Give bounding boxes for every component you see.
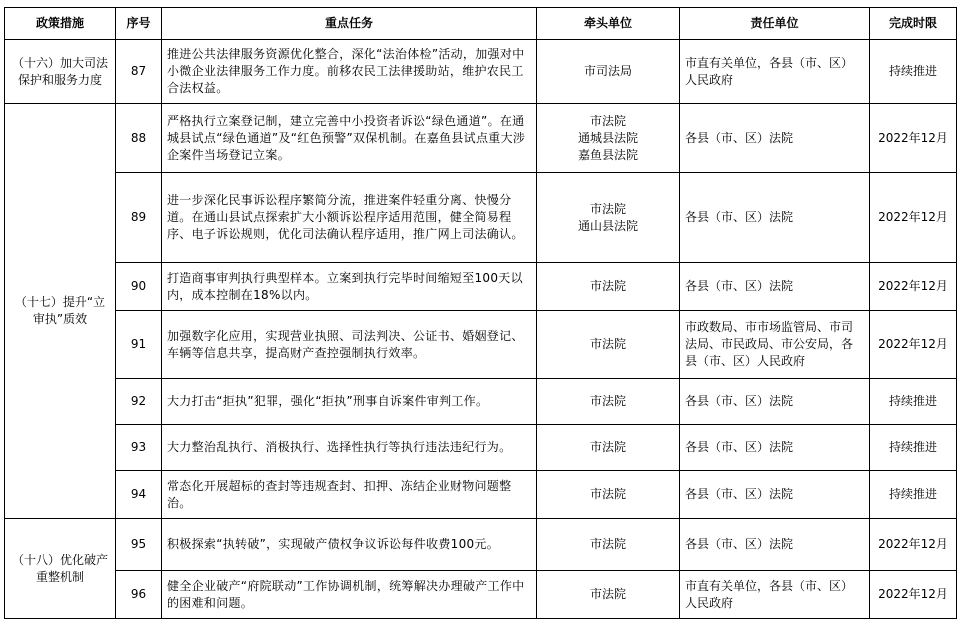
task-cell: 严格执行立案登记制，建立完善中小投资者诉讼“绿色通道”。在通城县试点“绿色通道”及“红色预警”双保机制。在嘉鱼县试点重大涉企案件当场登记立案。 (162, 104, 537, 173)
lead-unit-cell (537, 173, 680, 263)
lead-unit: 市法院 (589, 440, 626, 454)
deadline-cell: 2022年12月 (870, 311, 957, 379)
responsible-unit-cell: 市直有关单位，各县（市、区）人民政府 (680, 40, 870, 104)
deadline-cell: 持续推进 (870, 425, 957, 471)
number-cell: 96 (116, 571, 162, 619)
task-cell: 加强数字化应用，实现营业执照、司法判决、公证书、婚姻登记、车辆等信息共享，提高财产查控强制执行效率。 (162, 311, 537, 379)
table-body (5, 40, 957, 619)
table-row (5, 519, 957, 571)
lead-unit: 市法院 (589, 113, 626, 128)
header-task: 重点任务 (162, 8, 537, 40)
task-cell: 大力打击“拒执”犯罪，强化“拒执”刑事自诉案件审判工作。 (162, 379, 537, 425)
responsible-unit-cell: 各县（市、区）法院 (680, 263, 870, 311)
number-cell: 94 (116, 471, 162, 519)
deadline-cell: 持续推进 (870, 471, 957, 519)
lead-unit: 市法院 (589, 201, 626, 216)
task-cell: 打造商事审判执行典型样本。立案到执行完毕时间缩短至100天以内，成本控制在18%以内。 (162, 263, 537, 311)
header-responsible: 责任单位 (680, 8, 870, 40)
task-cell: 大力整治乱执行、消极执行、选择性执行等执行违法违纪行为。 (162, 425, 537, 471)
table-row (5, 40, 957, 104)
header-number: 序号 (116, 8, 162, 40)
number-cell: 91 (116, 311, 162, 379)
deadline-cell: 2022年12月 (870, 104, 957, 173)
lead-unit: 市法院 (589, 587, 626, 601)
header-row (5, 8, 957, 40)
lead-unit-cell (537, 425, 680, 471)
lead-unit-cell (537, 263, 680, 311)
lead-unit: 通城县法院 (577, 130, 638, 145)
number-cell: 88 (116, 104, 162, 173)
lead-unit-cell (537, 471, 680, 519)
header-lead: 牵头单位 (537, 8, 680, 40)
deadline-cell: 持续推进 (870, 379, 957, 425)
table-row (5, 571, 957, 619)
lead-unit: 市司法局 (583, 64, 632, 78)
lead-unit: 市法院 (589, 337, 626, 351)
responsible-unit-cell: 各县（市、区）法院 (680, 104, 870, 173)
table-row (5, 311, 957, 379)
lead-unit-cell (537, 571, 680, 619)
table-row (5, 379, 957, 425)
lead-unit: 市法院 (589, 279, 626, 293)
number-cell: 93 (116, 425, 162, 471)
lead-unit: 市法院 (589, 487, 626, 501)
category-cell: （十七）提升“立审执”质效 (5, 104, 116, 519)
responsible-unit-cell: 各县（市、区）法院 (680, 519, 870, 571)
deadline-cell: 2022年12月 (870, 173, 957, 263)
responsible-unit-cell: 各县（市、区）法院 (680, 379, 870, 425)
number-cell: 87 (116, 40, 162, 104)
task-cell: 积极探索“执转破”，实现破产债权争议诉讼每件收费100元。 (162, 519, 537, 571)
number-cell: 89 (116, 173, 162, 263)
lead-unit-cell (537, 311, 680, 379)
number-cell: 95 (116, 519, 162, 571)
category-cell: （十六）加大司法保护和服务力度 (5, 40, 116, 104)
policy-table (4, 7, 957, 619)
table-row (5, 263, 957, 311)
deadline-cell: 2022年12月 (870, 571, 957, 619)
header-category: 政策措施 (5, 8, 116, 40)
task-cell: 健全企业破产“府院联动”工作协调机制，统筹解决办理破产工作中的困难和问题。 (162, 571, 537, 619)
table-row (5, 104, 957, 173)
lead-unit-cell (537, 104, 680, 173)
table-row (5, 471, 957, 519)
header-deadline: 完成时限 (870, 8, 957, 40)
deadline-cell: 2022年12月 (870, 263, 957, 311)
responsible-unit-cell: 市政数局、市市场监管局、市司法局、市民政局、市公安局，各县（市、区）人民政府 (680, 311, 870, 379)
lead-unit: 通山县法院 (577, 218, 638, 233)
table-row (5, 173, 957, 263)
table-row (5, 425, 957, 471)
lead-unit: 市法院 (589, 537, 626, 551)
task-cell: 推进公共法律服务资源优化整合，深化“法治体检”活动，加强对中小微企业法律服务工作力度。前移农民工法律援助站，维护农民工合法权益。 (162, 40, 537, 104)
number-cell: 90 (116, 263, 162, 311)
number-cell: 92 (116, 379, 162, 425)
responsible-unit-cell: 市直有关单位，各县（市、区）人民政府 (680, 571, 870, 619)
responsible-unit-cell: 各县（市、区）法院 (680, 173, 870, 263)
task-cell: 常态化开展超标的查封等违规查封、扣押、冻结企业财物问题整治。 (162, 471, 537, 519)
lead-unit-cell (537, 519, 680, 571)
deadline-cell: 持续推进 (870, 40, 957, 104)
task-cell: 进一步深化民事诉讼程序繁简分流，推进案件轻重分离、快慢分道。在通山县试点探索扩大小额诉讼程序适用范围，健全简易程序、电子诉讼规则，优化司法确认程序适用，推广网上司法确认。 (162, 173, 537, 263)
lead-unit-cell (537, 379, 680, 425)
lead-unit: 市法院 (589, 394, 626, 408)
lead-unit: 嘉鱼县法院 (577, 147, 638, 162)
lead-unit-cell (537, 40, 680, 104)
responsible-unit-cell: 各县（市、区）法院 (680, 425, 870, 471)
category-cell: （十八）优化破产重整机制 (5, 519, 116, 619)
deadline-cell: 2022年12月 (870, 519, 957, 571)
responsible-unit-cell: 各县（市、区）法院 (680, 471, 870, 519)
